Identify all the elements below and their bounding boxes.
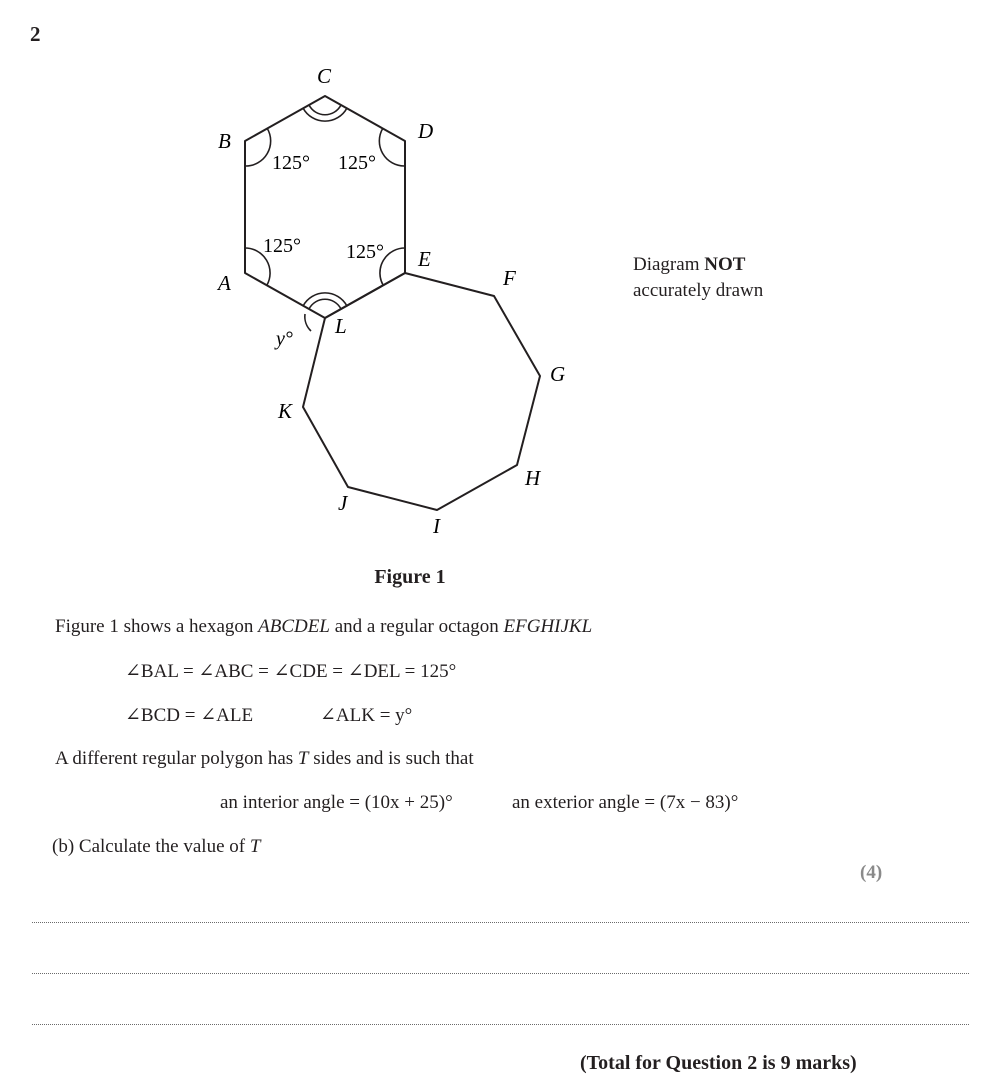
- figure-description: Figure 1 shows a hexagon ABCDEL and a regular octagon EFGHIJKL: [55, 616, 593, 637]
- label-point-k: K: [278, 399, 293, 423]
- label-point-g: G: [550, 362, 566, 386]
- figure-caption: Figure 1: [374, 566, 446, 588]
- angle-label-b: 125°: [272, 152, 310, 174]
- label-point-a: A: [218, 271, 231, 295]
- label-point-b: B: [218, 129, 231, 153]
- marks-badge: (4): [860, 862, 883, 883]
- answer-line-2[interactable]: [32, 973, 969, 974]
- label-point-f: F: [503, 266, 516, 290]
- angle-arc-c-inner: [309, 105, 341, 115]
- interior-angle-expression: an interior angle = (10x + 25)°: [220, 792, 453, 813]
- angle-label-d: 125°: [338, 152, 376, 174]
- angle-label-a: 125°: [263, 235, 301, 257]
- label-point-c: C: [317, 64, 332, 88]
- hexagon-abcdel: [245, 96, 405, 318]
- part-b-question: (b) Calculate the value of T: [52, 836, 261, 857]
- label-point-i: I: [433, 514, 440, 538]
- exterior-angle-expression: an exterior angle = (7x − 83)°: [512, 792, 739, 813]
- equation-angles-125: ∠BAL = ∠ABC = ∠CDE = ∠DEL = 125°: [125, 661, 457, 682]
- angle-label-y: y°: [276, 328, 293, 350]
- octagon-efghijkl: [303, 273, 540, 510]
- answer-line-3[interactable]: [32, 1024, 969, 1025]
- label-point-h: H: [525, 466, 541, 490]
- question-number: 2: [30, 22, 41, 46]
- polygon-statement: A different regular polygon has T sides and is such that: [55, 748, 474, 769]
- equation-bcd-ale: ∠BCD = ∠ALE: [125, 705, 254, 726]
- equation-alk-y: ∠ALK = y°: [320, 705, 413, 726]
- label-point-l: L: [335, 314, 347, 338]
- angle-label-e: 125°: [346, 241, 384, 263]
- diagram-note: Diagram NOT accurately drawn: [633, 254, 764, 301]
- question-total-marks: (Total for Question 2 is 9 marks): [580, 1052, 857, 1074]
- label-point-e: E: [418, 247, 431, 271]
- answer-line-1[interactable]: [32, 922, 969, 923]
- angle-arc-y: [305, 314, 311, 331]
- label-point-d: D: [418, 119, 434, 143]
- angle-arc-l-inner: [309, 299, 341, 309]
- label-point-j: J: [338, 491, 348, 515]
